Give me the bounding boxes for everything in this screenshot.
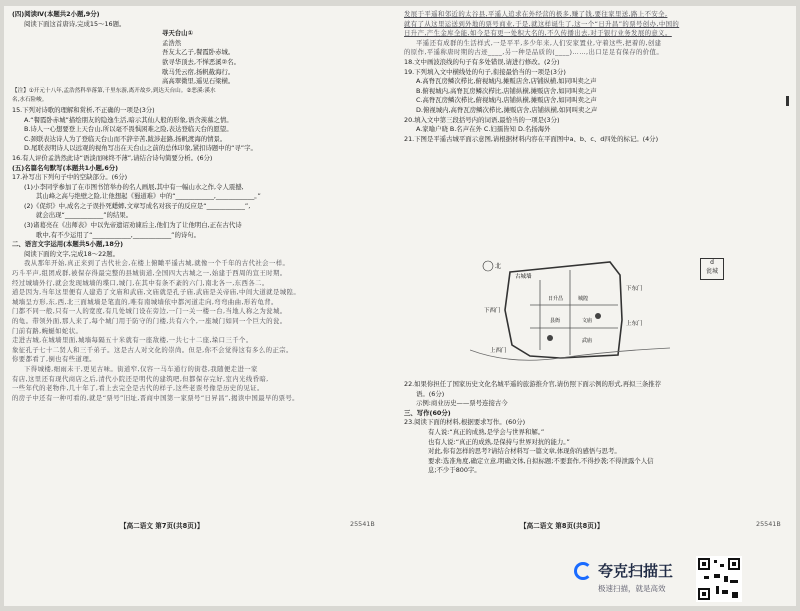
text-line: 一些年代的老物件,几十年了,看上去完全是古代的样子,这些老票号像是历史的见证。 (12, 384, 264, 393)
label-wu: 武庙 (582, 338, 593, 344)
brand-name: 夸克扫描王 (598, 562, 674, 580)
qr-code-icon (696, 556, 742, 602)
text-line: 就有了从这里运送到外地的票号商业,于是,就这样诞生了,这一个“日升昌”的票号创办,中国的 (404, 19, 680, 28)
text-line: 阅读下面的文字,完成18～22题。 (24, 249, 119, 258)
text-line: 的龟。带领外面,那人来了,每个城门用于防守的门楼,共有六个,一座城门如同一个巨大的瓮。 (12, 317, 287, 325)
text-line: 19.下列填入文中横线处的句子,衔接最恰当的一项是(3分) (404, 67, 566, 76)
text-line: 歌中,有不少运用了“____________,____________”的诗句。 (36, 230, 201, 239)
text-line: 对此,你有怎样的思考?请结合材料写一篇文章,体现你的感悟与思考。 (428, 447, 621, 456)
map-d-caption: 瓮城 (705, 268, 718, 275)
text-line: 经过城墙外行,就会发现城墙的堞口,城门,在其中有条不紊的六门,南北各一,东西各二。 (12, 278, 269, 287)
map-north: 北 (495, 263, 502, 270)
text-line: 象征孔子七十二贤人和三千弟子。这是古人对文化的崇尚。但是,你不会觉得这有多么的正宗。 (12, 345, 293, 354)
text-line: 的房子中还有一种可看的,就是“票号”旧址,晋商中国第一家票号“日昇昌”,揭读中国最早的票号。 (12, 393, 299, 402)
text-line: 寻天台山① (162, 29, 193, 38)
text-line: A.家喻户晓 B.名声在外 C.妇孺皆知 D.名扬海外 (416, 125, 551, 134)
landmark-dot (595, 313, 601, 319)
left-page-footer: 【高二语文 第7页(共8页)】 (120, 522, 204, 530)
text-line: 三、写作(60分) (404, 408, 451, 417)
text-line: 21.下图是平遥古城平面示意图,请根据材料内容在平面图中a、b、c、d四处的标记。(4分) (404, 134, 659, 143)
text-line: 发展于平遥和邻近的太谷县,平遥人追求在外经营的极多,赚了钱,要往家里送,路上不安全, (404, 10, 668, 18)
text-line: C.高脊瓦房鳞次栉比,俯视城内,店铺纵横,摊贩店舍,如同叫卖之声 (416, 96, 597, 105)
text-line: 18.文中画波浪线的句子有多处错误,请进行修改。(2分) (404, 57, 560, 66)
text-line: 就会出现“____________”的结果。 (36, 211, 133, 220)
text-line: (2)《促织》中,成名之子误扑死蟋蟀,文章写成名对孩子的反应是“____________”, (24, 201, 251, 210)
text-line: 的原作,平遥称唐时期的古迹____,另一种是品质的(____)……,出口足足有保存的价值。 (404, 48, 664, 57)
text-line: 有店,这里还有现代商店之后,清代小院还是明代的建筑吧,但都保存完好,室内光线昏暗, (12, 374, 269, 383)
text-line: (四)阅读Ⅳ(本题共2小题,9分) (12, 10, 100, 18)
right-page-bottom (404, 380, 776, 476)
text-line: 15.下列对诗歌的理解和赏析,不正确的一项是(3分) (12, 105, 155, 114)
label-shangdong: 上东门 (626, 321, 643, 327)
text-line: 名,水石险峻。 (12, 97, 48, 104)
label-xiadong: 下东门 (626, 286, 643, 292)
text-line: 16.有人评价孟浩然此诗“语淡而味终不薄”,请结合诗句简要分析。(6分) (12, 153, 213, 162)
right-page-footer: 【高二语文 第8页(共8页)】 (520, 522, 604, 530)
text-line: 日升产,产生金库全能,如今是有更一处积大名的,不久传播出去,对于银行业务发展的意义。 (404, 29, 672, 38)
text-line: 20.填入文中第三段括号内的词语,最恰当的一项是(3分) (404, 115, 560, 124)
text-line: 欲寻华顶去,不惮恶溪②名。 (162, 57, 241, 66)
text-line: D.尾联表明诗人以远观的视角写出在天台山之前的总体印象,紧扣诗题中的“寻”字。 (24, 144, 257, 153)
text-line: A.高脊瓦房鳞次栉比,俯视城内,摊贩店舍,店铺纵横,如同叫卖之声 (416, 77, 597, 86)
text-line: 22.如果你担任了国家历史文化名城平遥的旅游推介官,请仿照下面示例的形式,再拟三条推荐 (404, 380, 662, 388)
map-d-label: d (710, 259, 714, 266)
label-wen: 文庙 (582, 318, 593, 324)
margin-marker (786, 96, 789, 106)
text-line: 示例:商业历史——票号连接古今 (416, 399, 508, 408)
text-line: 巧斗平声,组团成群,被保存得最完整的县城街道,全国四大古城之一,始建于西周的宣王时期。 (12, 269, 287, 278)
text-line: 【注】①开元十八年,孟浩然科举落第,千里东游,离开故乡,到达天台山。②恶溪:溪水 (12, 87, 216, 94)
label-old-wall: 古城墙 (515, 274, 532, 280)
text-line: 17.补写出下列句子中的空缺部分。(6分) (12, 173, 128, 182)
quark-logo-icon (574, 562, 592, 580)
text-line: 其山峰之高与绝壁之险,让他想起《蜀道难》中的“____________,____________。” (36, 192, 261, 201)
scanner-brand (574, 560, 673, 581)
text-line: 有人说:“真正的成熟,是学会与世界和解。” (428, 427, 545, 436)
pingyao-map (470, 250, 670, 375)
label-county: 县衙 (550, 318, 561, 324)
label-xiaxi: 下西门 (484, 308, 501, 314)
text-line: 歇马凭云宿,扬帆截海行。 (162, 67, 235, 76)
right-page-top (404, 10, 776, 144)
label-rishengchang: 日升昌 (548, 296, 564, 302)
text-line: (3)诸葛亮在《出师表》中以先帝遗诏劝谏后主,他们为了让他明白,正在古代诗 (24, 221, 242, 230)
text-line: 下得城楼,细雨未干,更见古味。街道窄,仅容一马车通行的街巷,我随便走进一家 (24, 364, 258, 373)
text-line: 门都不同一般,只有一人的宽度,有几处城门设在旁边,一门一关一楼一台,当地人称之为瓮城。 (12, 307, 287, 316)
right-page-code: 25541B (756, 520, 781, 528)
text-line: 孟浩然 (162, 38, 182, 47)
text-line: 道是因为,当年这里便有人建造了文庙和武庙,文庙就是孔子庙,武庙是关帝庙,中间大道就是城隍。 (12, 288, 301, 297)
text-line: 走进古城,在城墙里面,城墙每隔五十米就有一座敌楼,一共七十二座,垛口三千个。 (12, 336, 253, 345)
text-line: 平遥还有成群的生活样式,一是平平,多少年来,人们安家置业,守着这些,把着的,创建 (416, 38, 662, 47)
text-line: 也有人说:“真正的成熟,是保持与世界对抗的能力。” (428, 437, 570, 446)
map-d-marker (700, 258, 724, 280)
text-line: 息;不少于800字。 (428, 466, 481, 475)
text-line: 吾友太乙子,餐霞卧赤城。 (162, 48, 235, 57)
text-line: D.俯视城内,高脊瓦房鳞次栉比,摊贩店舍,店铺纵横,如同叫卖之声 (416, 105, 598, 114)
text-line: 23.阅读下面的材料,根据要求写作。(60分) (404, 418, 526, 427)
left-page (12, 10, 384, 403)
text-line: 语。(6分) (416, 389, 445, 398)
text-line: 你要都看了,倒也有些道理。 (12, 355, 96, 364)
streets (530, 270, 618, 355)
left-page-code: 25541B (350, 520, 375, 528)
brand-slogan: 极速扫描，就是高效 (598, 584, 666, 593)
label-shangxi: 上西门 (490, 348, 507, 354)
text-line: B.诗人一心想要登上天台山,所以毫不畏惧困难之险,表达登临天台的愿望。 (24, 125, 233, 134)
label-temple: 城隍 (578, 296, 589, 302)
landmark-dot (547, 335, 553, 341)
compass-icon (483, 261, 493, 271)
text-line: C.颈联表达诗人为了登临天台山而不辞辛苦,跋涉赶路,扬帆渡海的情景。 (24, 134, 227, 143)
text-line: 阅读下面这首唐诗,完成15～16题。 (24, 19, 126, 28)
text-line: 二、语言文字运用(本题共5小题,18分) (12, 240, 124, 249)
text-line: B.俯视城内,高脊瓦房鳞次栉比,店铺纵横,摊贩店舍,如同叫卖之声 (416, 86, 597, 95)
text-line: 我从那年开始,真正来到了古代社会,在楼上俯瞰平遥古城,就像一个千年的古代社会一样。 (24, 259, 290, 268)
text-line: 要求:选准角度,确定立意,明确文体,自拟标题;不要套作,不得抄袭;不得泄露个人信 (428, 456, 654, 465)
text-line: (1)小李同学参加了在市图书馆举办的名人画展,其中有一幅山水之作,令人震撼, (24, 182, 244, 191)
text-line: (五)名篇名句默写(本题共1小题,6分) (12, 163, 119, 172)
text-line: 城墙呈方形,东,西,北三面城墙是笔直的,唯有南城墙依中都河道走向,弯弯曲曲,形若龟背。 (12, 297, 278, 306)
text-line: A.“餐霞卧赤城”描绘朋友的隐逸生活,暗示其仙人般的形象,语含羡慕之情。 (24, 115, 233, 124)
text-line: 高高翠微里,遥见石梁横。 (162, 77, 235, 86)
text-line: 门前有路,蜿蜒如蛇状。 (12, 326, 83, 335)
